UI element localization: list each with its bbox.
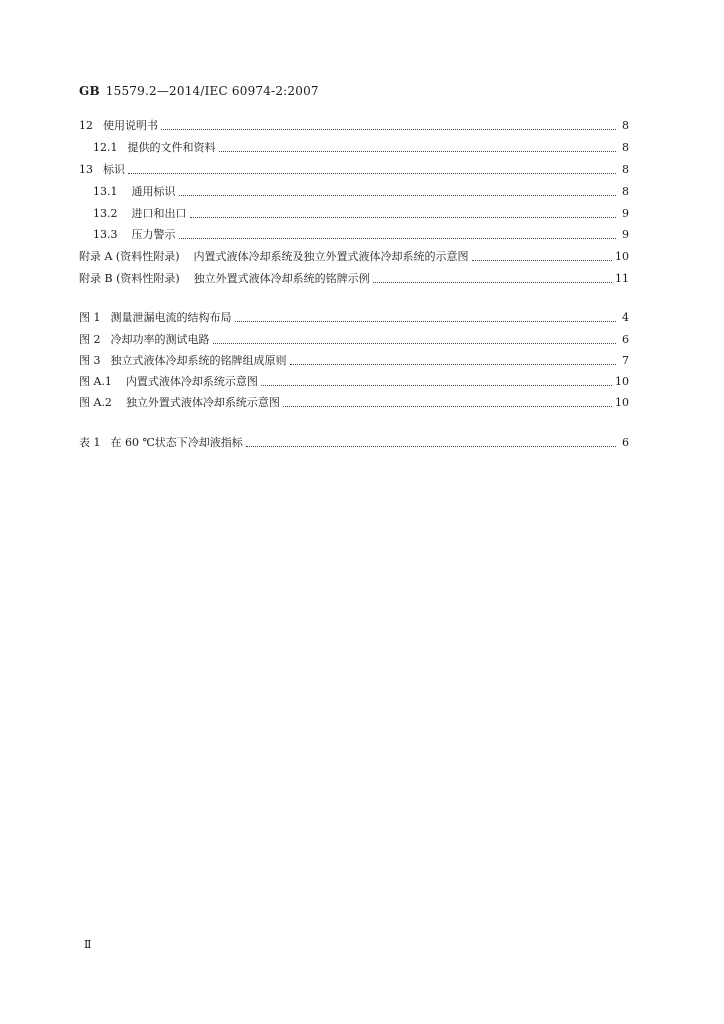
figure-entry-page: 4 bbox=[622, 311, 629, 324]
figure-entry-1[interactable] bbox=[79, 309, 629, 325]
toc-entry-page: 8 bbox=[622, 119, 629, 132]
page-number-roman: Ⅱ bbox=[84, 938, 92, 951]
toc-entry-title: 通用标识 bbox=[131, 185, 176, 198]
figure-entry-number: 图 A.2 bbox=[79, 396, 112, 409]
toc-entry-page: 8 bbox=[622, 163, 629, 176]
figure-entry-title: 独立式液体冷却系统的铭牌组成原则 bbox=[110, 354, 287, 367]
toc-entry-13-2[interactable] bbox=[79, 205, 629, 221]
toc-entry-number: 13.2 bbox=[93, 207, 118, 220]
figure-entry-title: 冷却功率的测试电路 bbox=[110, 333, 210, 346]
toc-entry-12[interactable] bbox=[79, 117, 629, 133]
toc-leader-dots bbox=[283, 394, 612, 407]
toc-entry-title: 内置式液体冷却系统及独立外置式液体冷却系统的示意图 bbox=[193, 250, 469, 263]
toc-entry-annex-a[interactable] bbox=[79, 248, 629, 264]
toc-entry-title: 使用说明书 bbox=[103, 119, 158, 132]
figure-entry-a1[interactable] bbox=[79, 373, 629, 389]
figure-entry-page: 10 bbox=[615, 375, 629, 388]
figure-entry-page: 6 bbox=[622, 333, 629, 346]
toc-entry-number: 13 bbox=[79, 163, 93, 176]
table-entry-number: 表 1 bbox=[79, 436, 101, 449]
toc-entry-page: 10 bbox=[615, 250, 629, 263]
toc-leader-dots bbox=[219, 139, 617, 152]
toc-entry-page: 8 bbox=[622, 141, 629, 154]
toc-entry-12-1[interactable] bbox=[79, 139, 629, 155]
toc-leader-dots bbox=[235, 309, 617, 322]
toc-entry-page: 8 bbox=[622, 185, 629, 198]
figure-entry-number: 图 1 bbox=[79, 311, 101, 324]
toc-entry-title: 标识 bbox=[103, 163, 125, 176]
figure-entry-3[interactable] bbox=[79, 352, 629, 368]
toc-leader-dots bbox=[161, 117, 616, 130]
toc-entry-number: 附录 A (资料性附录) bbox=[79, 250, 180, 263]
figure-entry-2[interactable] bbox=[79, 331, 629, 347]
toc-entry-13-1[interactable] bbox=[79, 183, 629, 199]
toc-leader-dots bbox=[472, 248, 612, 261]
toc-leader-dots bbox=[261, 373, 612, 386]
toc-entry-13-3[interactable] bbox=[79, 226, 629, 242]
figure-entry-number: 图 2 bbox=[79, 333, 101, 346]
toc-entry-annex-b[interactable] bbox=[79, 270, 629, 286]
table-entry-1[interactable] bbox=[79, 434, 629, 450]
toc-entry-title: 提供的文件和资料 bbox=[127, 141, 216, 154]
toc-entry-number: 12 bbox=[79, 119, 93, 132]
standard-prefix: GB bbox=[79, 84, 100, 98]
toc-entry-number: 12.1 bbox=[93, 141, 118, 154]
toc-entry-number: 附录 B (资料性附录) bbox=[79, 272, 180, 285]
toc-leader-dots bbox=[290, 352, 617, 365]
figure-entry-title: 内置式液体冷却系统示意图 bbox=[125, 375, 258, 388]
figure-entry-number: 图 3 bbox=[79, 354, 101, 367]
toc-leader-dots bbox=[179, 226, 617, 239]
figure-entry-page: 7 bbox=[622, 354, 629, 367]
toc-entry-number: 13.3 bbox=[93, 228, 118, 241]
toc-leader-dots bbox=[213, 331, 617, 344]
figure-entry-a2[interactable] bbox=[79, 394, 629, 410]
toc-entry-title: 独立外置式液体冷却系统的铭牌示例 bbox=[193, 272, 370, 285]
toc-leader-dots bbox=[373, 270, 612, 283]
document-header bbox=[79, 84, 319, 98]
figure-entry-title: 测量泄漏电流的结构布局 bbox=[110, 311, 232, 324]
toc-leader-dots bbox=[246, 434, 616, 447]
figure-entry-title: 独立外置式液体冷却系统示意图 bbox=[125, 396, 280, 409]
table-entry-title: 在 60 ℃状态下冷却液指标 bbox=[110, 436, 243, 449]
toc-leader-dots bbox=[179, 183, 617, 196]
table-entry-page: 6 bbox=[622, 436, 629, 449]
toc-entry-title: 压力警示 bbox=[131, 228, 176, 241]
toc-entry-page: 11 bbox=[615, 272, 629, 285]
toc-entry-page: 9 bbox=[622, 228, 629, 241]
toc-entry-title: 进口和出口 bbox=[131, 207, 187, 220]
figure-entry-number: 图 A.1 bbox=[79, 375, 112, 388]
toc-entry-13[interactable] bbox=[79, 161, 629, 177]
toc-entry-page: 9 bbox=[622, 207, 629, 220]
toc-leader-dots bbox=[128, 161, 616, 174]
toc-leader-dots bbox=[190, 205, 617, 218]
standard-number: 15579.2—2014/IEC 60974-2:2007 bbox=[105, 84, 319, 98]
figure-entry-page: 10 bbox=[615, 396, 629, 409]
toc-entry-number: 13.1 bbox=[93, 185, 118, 198]
